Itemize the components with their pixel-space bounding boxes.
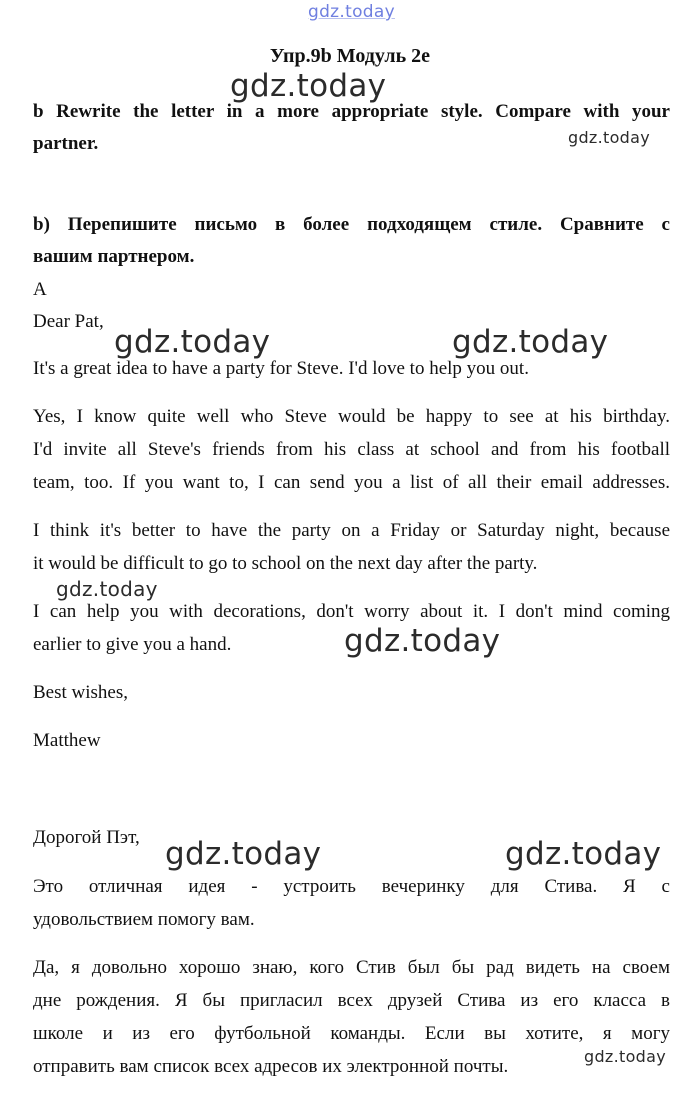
letter-paragraph-line: Yes, I know quite well who Steve would be happy to see at his birthday.: [33, 406, 670, 427]
letter-label: A: [33, 279, 47, 300]
task-ru-line: вашим партнером.: [33, 246, 195, 267]
watermark: gdz.today: [165, 836, 322, 872]
letter-signature: Matthew: [33, 730, 101, 751]
watermark: gdz.today: [230, 68, 387, 104]
letter-paragraph-line: It's a great idea to have a party for Steve. I'd love to help you out.: [33, 358, 529, 379]
letter-paragraph-line: I can help you with decorations, don't worry about it. I don't mind coming: [33, 601, 670, 622]
watermark: gdz.today: [568, 128, 650, 147]
translation-paragraph-line: удовольствием помогу вам.: [33, 909, 255, 930]
letter-paragraph-line: it would be difficult to go to school on the next day after the party.: [33, 553, 538, 574]
translation-paragraph-line: дне рождения. Я бы пригласил всех друзей Стива из его класса в: [33, 990, 670, 1011]
letter-paragraph-line: I'd invite all Steve's friends from his class at school and from his football: [33, 439, 670, 460]
task-en-line: partner.: [33, 133, 99, 154]
letter-greeting: Dear Pat,: [33, 311, 104, 332]
translation-greeting: Дорогой Пэт,: [33, 827, 140, 848]
watermark-top: gdz.today: [308, 2, 395, 22]
translation-paragraph-line: Да, я довольно хорошо знаю, кого Стив был бы рад видеть на своем: [33, 957, 670, 978]
watermark: gdz.today: [344, 623, 501, 659]
translation-paragraph-line: Это отличная идея - устроить вечеринку для Стива. Я с: [33, 876, 670, 897]
translation-paragraph-line: отправить вам список всех адресов их электронной почты.: [33, 1056, 509, 1077]
task-ru-line: b) Перепишите письмо в более подходящем стиле. Сравните с: [33, 214, 670, 235]
watermark: gdz.today: [584, 1047, 666, 1066]
page-title: Упр.9b Модуль 2e: [269, 45, 431, 67]
letter-paragraph-line: team, too. If you want to, I can send you a list of all their email addresses.: [33, 472, 670, 493]
translation-paragraph-line: школе и из его футбольной команды. Если вы хотите, я могу: [33, 1023, 670, 1044]
watermark: gdz.today: [56, 577, 158, 601]
letter-paragraph-line: earlier to give you a hand.: [33, 634, 232, 655]
letter-paragraph-line: I think it's better to have the party on a Friday or Saturday night, because: [33, 520, 670, 541]
watermark: gdz.today: [505, 836, 662, 872]
letter-closing: Best wishes,: [33, 682, 128, 703]
watermark: gdz.today: [452, 324, 609, 360]
task-en-line: b Rewrite the letter in a more appropriate style. Compare with your: [33, 101, 670, 122]
watermark: gdz.today: [114, 324, 271, 360]
